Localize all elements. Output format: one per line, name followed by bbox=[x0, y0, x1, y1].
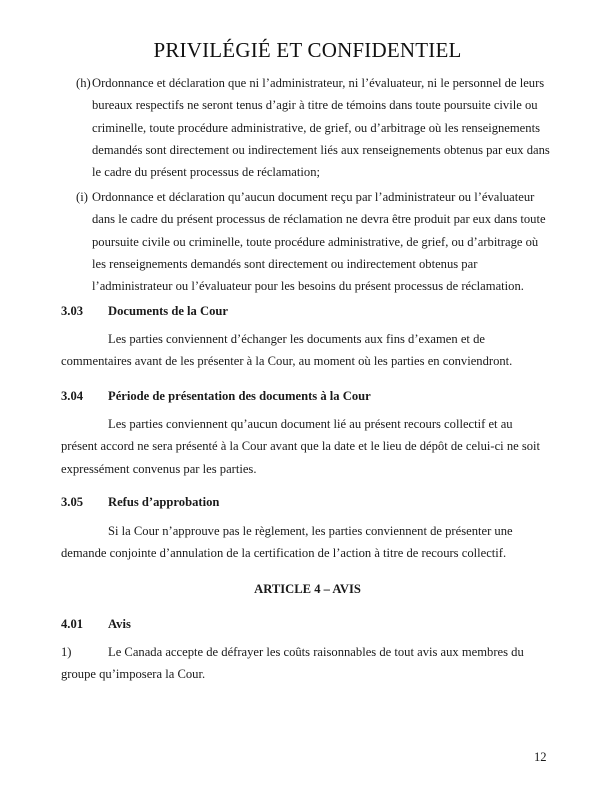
clause-item-i bbox=[76, 186, 546, 297]
text-line: Le Canada accepte de défrayer les coûts raisonnables de tout avis aux membres du bbox=[108, 645, 524, 659]
text-line: criminelle, toute procédure administrative, de grief, ou d’arbitrage où les renseignements bbox=[92, 120, 540, 135]
clause-marker: (i) bbox=[76, 190, 88, 204]
text-line: Les parties conviennent d’échanger les documents aux fins d’examen et de bbox=[108, 332, 485, 346]
page-header: PRIVILÉGIÉ ET CONFIDENTIEL bbox=[153, 38, 462, 62]
section-paragraph-4-01 bbox=[61, 641, 524, 686]
text-line: présent accord ne sera présenté à la Cour avant que la date et le lieu de dépôt de celui-ci ne soit bbox=[61, 439, 541, 454]
text-line: demandés sont directement ou indirectement liés aux renseignements obtenus par eux dans bbox=[92, 142, 550, 157]
text-line: poursuite civile ou criminelle, toute procédure administrative, de grief, ou d’arbitrage où bbox=[92, 234, 539, 249]
section-title: Avis bbox=[108, 617, 131, 631]
paragraph-marker: 1) bbox=[61, 645, 72, 659]
text-line: expressément convenus par les parties. bbox=[61, 461, 257, 476]
text-line: commentaires avant de les présenter à la Cour, au moment où les parties en conviendront. bbox=[61, 354, 513, 369]
text-line: Ordonnance et déclaration qu’aucun document reçu par l’administrateur ou l’évaluateur bbox=[92, 190, 535, 204]
section-number: 4.01 bbox=[61, 617, 84, 631]
section-title: Période de présentation des documents à la Cour bbox=[108, 389, 371, 403]
section-title: Documents de la Cour bbox=[108, 304, 228, 318]
section-number: 3.04 bbox=[61, 389, 84, 403]
article-heading: ARTICLE 4 – AVIS bbox=[254, 582, 361, 596]
text-line: les renseignements demandés sont directement ou indirectement obtenus par bbox=[92, 256, 478, 271]
text-line: demande conjointe d’annulation de la certification de l’action à titre de recours collectif. bbox=[61, 546, 507, 561]
text-line: le cadre du présent processus de réclamation; bbox=[92, 165, 320, 180]
text-line: groupe qu’imposera la Cour. bbox=[61, 667, 206, 682]
text-line: bureaux respectifs ne seront tenus d’agir à titre de témoins dans toute poursuite civile ou bbox=[92, 98, 538, 113]
text-line: l’administrateur ou l’évaluateur pour les besoins du présent processus de réclamation. bbox=[92, 279, 524, 294]
section-number: 3.05 bbox=[61, 495, 84, 509]
clause-marker: (h) bbox=[76, 76, 91, 90]
section-paragraph-3-03 bbox=[61, 328, 513, 373]
section-number: 3.03 bbox=[61, 304, 84, 318]
clause-item-h bbox=[76, 72, 550, 183]
section-paragraph-3-04 bbox=[61, 413, 541, 480]
text-line: Les parties conviennent qu’aucun document lié au présent recours collectif et au bbox=[108, 417, 513, 431]
section-title: Refus d’approbation bbox=[108, 495, 220, 509]
page-number: 12 bbox=[534, 750, 547, 764]
text-line: Ordonnance et déclaration que ni l’administrateur, ni l’évaluateur, ni le personnel de leurs bbox=[92, 76, 545, 90]
section-paragraph-3-05 bbox=[61, 520, 513, 565]
text-line: Si la Cour n’approuve pas le règlement, les parties conviennent de présenter une bbox=[108, 524, 513, 538]
text-line: dans le cadre du présent processus de réclamation ne devra être produit par eux dans toute bbox=[92, 212, 546, 227]
